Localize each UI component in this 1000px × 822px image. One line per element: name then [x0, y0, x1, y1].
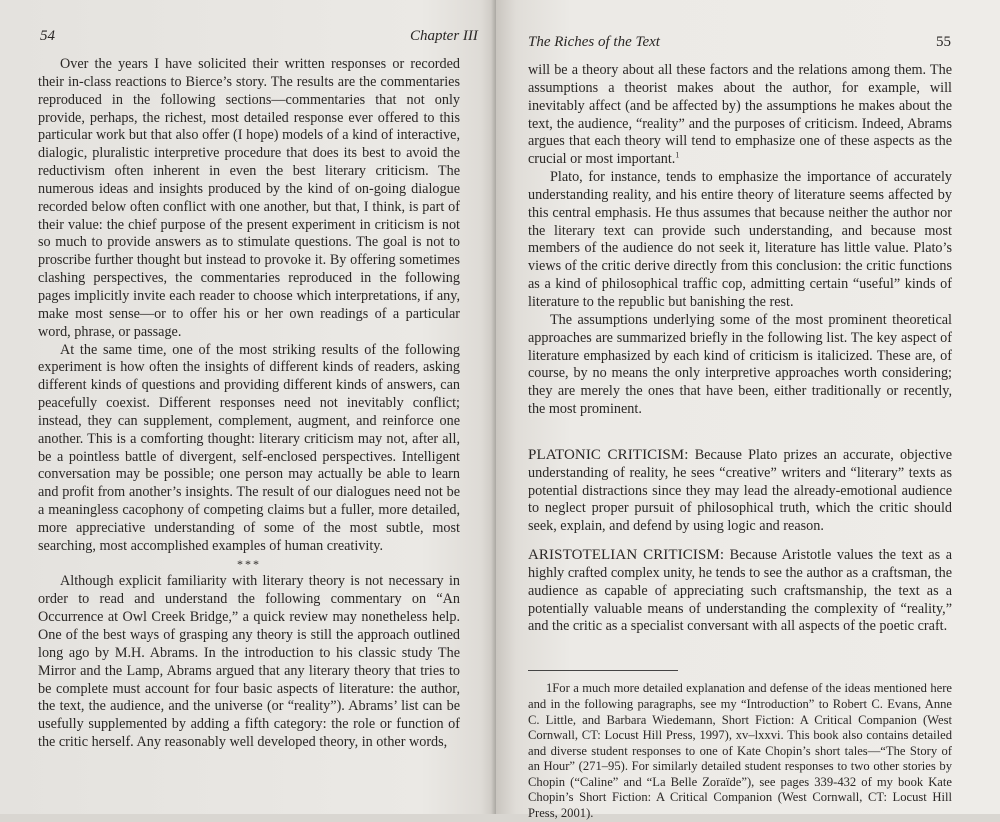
section-heading: PLATONIC CRITICISM: [528, 446, 689, 463]
paragraph: The assumptions underlying some of the most prominent theoretical approaches are summarized briefly in the following list. The key aspect of literature emphasized by each kind of criticism is italicized. These are, of course, by no means the only interpretive approaches worth considering; they are merely the ones that have been, either traditionally or recently, the most prominent. [528, 311, 952, 418]
left-page [0, 0, 496, 814]
paragraph: Although explicit familiarity with literary theory is not necessary in order to read and understand the following commentary on “An Occurrence at Owl Creek Bridge,” a quick review may nonetheless help. One of the best ways of grasping any theory is still the approach outlined long ago by M.H. Abrams. In the introduction to his classic study The Mirror and the Lamp, Abrams argued that any literary theory that tries to be complete must account for four basic aspects of literature: the author, the text, the audience, and the universe (or “reality”). Abrams’ list can be usefully supplemented by adding a fifth category: the role or function of the critic herself. Any reasonably well developed theory, in other words, [38, 573, 460, 751]
paragraph [528, 62, 952, 169]
footnote-marker: 1 [675, 150, 680, 160]
section-separator: *** [237, 556, 261, 571]
running-head-right: The Riches of the Text [528, 34, 660, 50]
page-number-right: 55 [936, 34, 951, 50]
list-item [528, 447, 952, 536]
criticism-list [528, 447, 952, 636]
paragraph: Plato, for instance, tends to emphasize the importance of accurately understanding reality, and his entire theory of literature seems affected by this central emphasis. He thus assumes that because neither the author nor the literary text can provide such understanding, and because most members of the audience do not seek it, literature has little value. Plato’s views of the critic derive directly from this conclusion: the critic functions as a kind of philosophical traffic cop, admitting certain “useful” kinds of literature to the republic but banishing the rest. [528, 169, 952, 310]
list-item [528, 547, 952, 636]
running-head-left: Chapter III [410, 28, 478, 44]
footnote-rule [528, 670, 678, 671]
right-body-text [528, 62, 952, 822]
right-page [496, 0, 1000, 821]
section-body: Because Plato prizes an accurate, objective understanding of reality, he sees “creative” writers and “literary” texts as potential distractions since they may lead the already-emotional audience to neglect proper pursuit of philosophical truth, which the critic should seek, explain, and defend by using logic and reason. [528, 446, 952, 535]
paragraph-text: will be a theory about all these factors and the relations among them. The assumptions a theorist makes about the author, for example, will inevitably affect (and be affected by) the assumptions he makes about the text, the audience, “reality” and the purposes of criticism. Indeed, Abrams argues that each theory will tend to emphasize one of these aspects as the crucial or most important. [528, 62, 952, 168]
paragraph: At the same time, one of the most striking results of the following experiment is how often the insights of different kinds of readers, asking different kinds of questions and providing different kinds of answers, can peacefully coexist. Different responses need not inevitably conflict; instead, they can supplement, complement, augment, and reinforce one another. This is a comforting thought: literary criticism may not, after all, be a pointless battle of divergent, self-enclosed perspectives. Intelligent conversation may be possible; one person may actually be able to learn and profit from another’s insights. The result of our dialogues need not be a meaningless cacophony of competing claims but a fuller, more detailed, more appreciative understanding of some of the most subtle, most searching, most accomplished examples of human creativity. [38, 341, 460, 554]
section-body: Because Aristotle values the text as a highly crafted complex unity, he tends to see the author as a craftsman, the audience as capable of appreciating such craftsmanship, the text as a potentially valuable means of understanding the complexity of “reality,” and the critic as a specialist conversant with all aspects of the poetic craft. [528, 547, 953, 635]
paragraph: Over the years I have solicited their written responses or recorded their in-class reactions to Bierce’s story. The results are the commentaries reproduced in the following sections—commentaries that not only provide, perhaps, the richest, most detailed response ever offered to this particular work but that also offer (I hope) models of a kind of interactive, dialogic, pluralistic interpretive procedure that does its best to avoid the reductivism often inherent in even the best literary criticism. The numerous ideas and insights produced by the kind of on-going dialogue recorded below often conflict with one another, but that, I think, is part of their value: the chief purpose of the present experiment in criticism is not so much to provide answers as to stimulate questions. The goal is not to proscribe further thought but instead to provoke it. By offering sometimes clashing perspectives, the commentaries reproduced in the following pages implicitly invite each reader to choose which interpretations, if any, make most sense—or to offer his or her own readings of a particular word, phrase, or passage. [38, 56, 460, 340]
left-body-text [38, 56, 460, 752]
page-number-left: 54 [40, 28, 55, 44]
footnote [528, 681, 952, 821]
section-heading: ARISTOTELIAN CRITICISM: [528, 547, 725, 564]
footnote-text: 1For a much more detailed explanation and defense of the ideas mentioned here and in the following paragraphs, see my “Introduction” to Robert C. Evans, Anne C. Little, and Barbara Wiedemann, Short Fiction: A Critical Companion (West Cornwall, CT: Locust Hill Press, 1997), xv–lxxvi. This book also contains detailed and diverse student responses to one of Kate Chopin’s short tales—“The Story of an Hour” (271–95). For similarly detailed student responses to two other stories by Chopin (“Caline” and “La Belle Zoraïde”), see pages 339-432 of my book Kate Chopin’s Short Fiction: A Critical Companion (West Cornwall, CT: Locust Hill Press, 2001). [528, 681, 952, 821]
